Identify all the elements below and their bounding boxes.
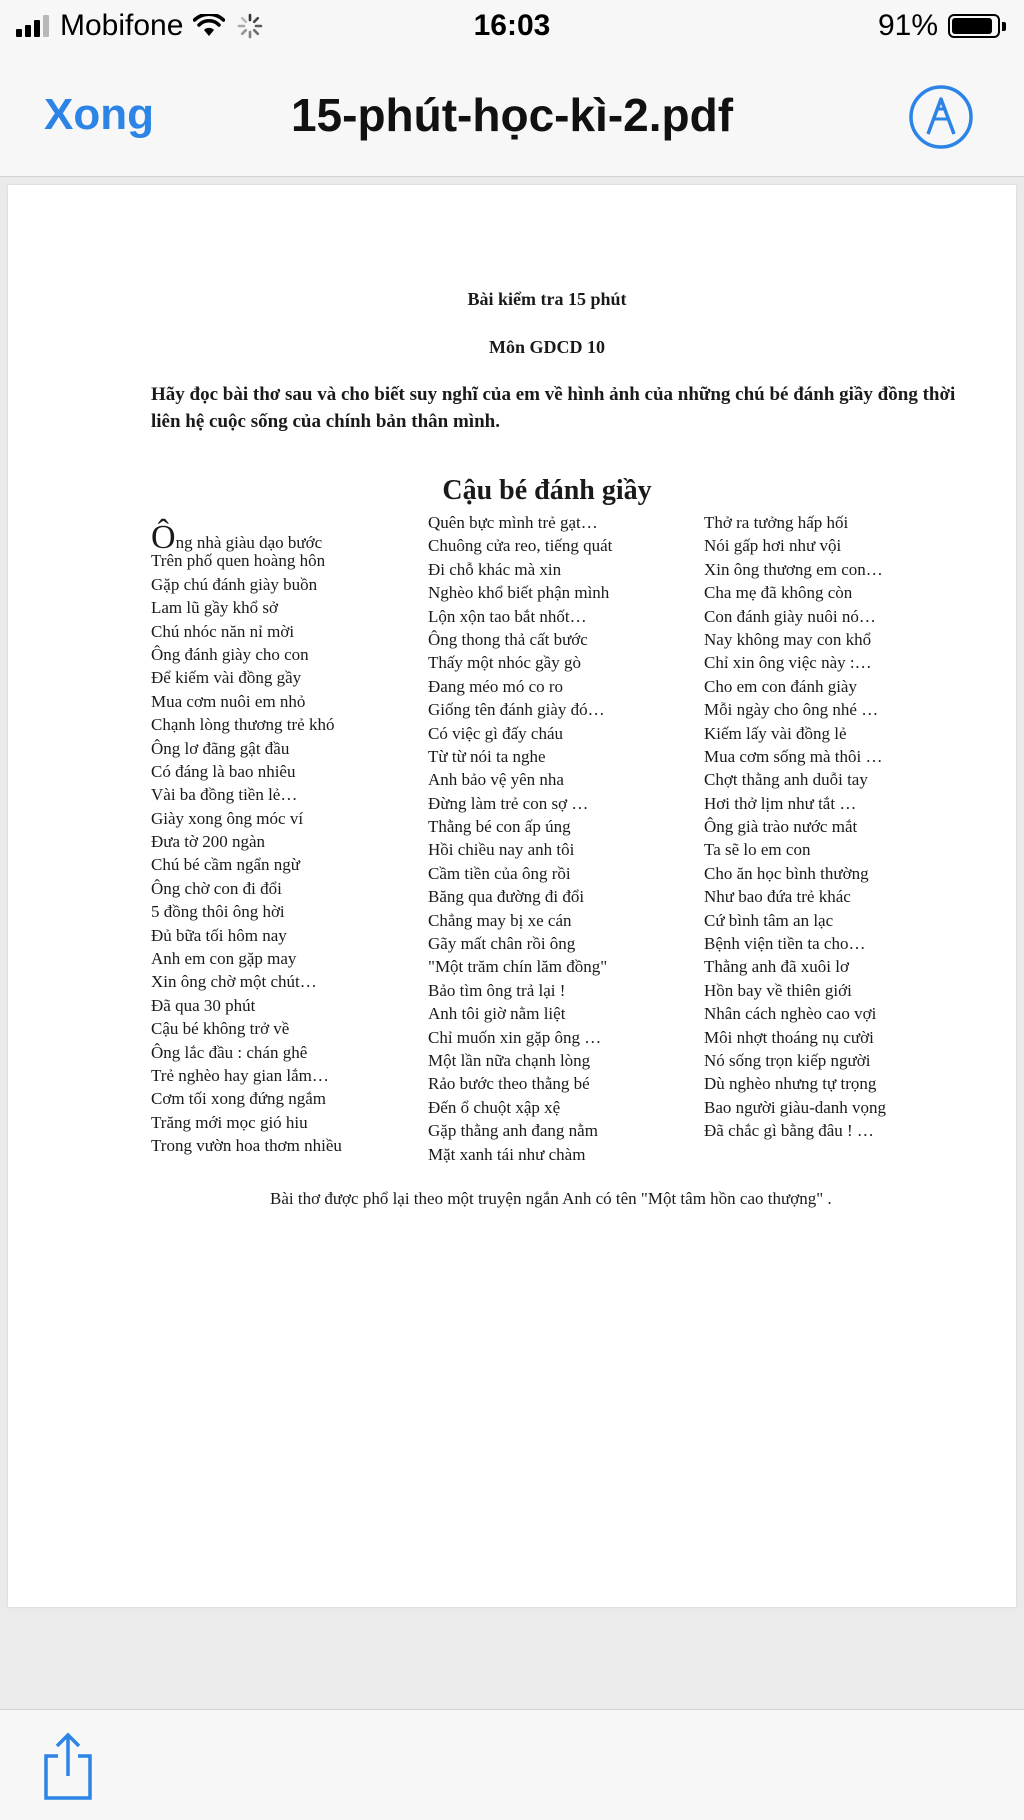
status-time: 16:03 [473,9,551,42]
poem-line: Chạnh lòng thương trẻ khó [151,715,335,735]
markup-pen-icon[interactable] [908,84,974,150]
poem-line-text: ng nhà giàu dạo bước [175,533,323,552]
poem-line: Kiếm lấy vài đồng lẻ [704,723,847,743]
poem-line: Con đánh giày nuôi nó… [704,606,876,626]
status-bar [0,0,1024,56]
poem-line: Băng qua đường đi đổi [428,887,585,907]
poem-line: Trên phố quen hoàng hôn [151,551,326,571]
poem-column-3 [704,511,886,1143]
poem-line: Trong vườn hoa thơm nhiều [151,1136,342,1156]
poem-line: Giày xong ông móc ví [151,808,304,828]
footnote: Bài thơ được phổ lại theo một truyện ngắn Anh có tên "Một tâm hồn cao thượng" . [270,1189,832,1208]
poem-line: Bệnh viện tiền ta cho… [704,934,866,954]
poem-line: Ông đánh giày cho con [151,644,309,664]
poem-line: Vài ba đồng tiền lẻ… [151,785,298,805]
document-scroll-area[interactable] [0,177,1024,1710]
poem-line: Anh em con gặp may [151,949,297,969]
poem-line: Quên bực mình trẻ gạt… [428,513,598,532]
poem-line: Anh bảo vệ yên nha [428,770,564,790]
poem-line: Đừng làm trẻ con sợ … [428,793,589,813]
poem-line: Cậu bé không trở về [151,1019,290,1039]
poem-line: Nay không may con khổ [704,629,872,649]
done-button[interactable]: Xong [44,90,154,139]
poem-line: Thằng bé con ấp úng [428,817,571,837]
carrier-name: Mobifone [60,9,184,42]
pdf-page [8,185,1016,1607]
poem-line: Cầm tiền của ông rồi [428,863,571,883]
document-title: 15-phút-học-kì-2.pdf [290,89,734,141]
poem-line: Trẻ nghèo hay gian lắm… [151,1065,329,1085]
poem-line: Cơm tối xong đứng ngắm [151,1089,326,1109]
poem-line: Bao người giàu-danh vọng [704,1097,887,1117]
poem-line: Đã chắc gì bằng đâu ! … [704,1121,874,1141]
poem-line: Mua cơm nuôi em nhỏ [151,691,306,711]
poem-line: Bảo tìm ông trả lại ! [428,980,566,1000]
poem-line: Như bao đứa trẻ khác [704,887,851,907]
poem-line: Để kiếm vài đồng gầy [151,668,302,688]
poem-line: Rảo bước theo thằng bé [428,1074,590,1094]
poem-line: Ông thong thả cất bước [428,629,588,649]
subject-heading: Môn GDCD 10 [489,337,605,357]
poem-line: Ông già trào nước mắt [704,817,858,837]
navigation-bar [0,56,1024,177]
poem-line: Nghèo khổ biết phận mình [428,583,610,603]
poem-column-1 [151,519,342,1156]
battery-tip [1002,22,1006,31]
poem-line: Một lần nữa chạnh lòng [428,1050,591,1070]
poem-line: Đã qua 30 phút [151,995,256,1015]
poem-line: Nhân cách nghèo cao vợi [704,1004,877,1024]
poem-line: Nói gấp hơi như vội [704,536,842,556]
poem-column-2 [428,511,612,1166]
battery-icon [948,14,1000,38]
poem-line: Xin ông thương em con… [704,559,883,579]
poem-line: Đủ bữa tối hôm nay [151,925,287,945]
poem-line: Chỉ muốn xin gặp ông … [428,1027,602,1047]
poem-line: Trăng mới mọc gió hiu [151,1112,308,1132]
poem-line: Ta sẽ lo em con [704,840,811,860]
poem-line: Thở ra tưởng hấp hối [704,513,849,532]
poem-line: Chú nhóc năn nỉ mời [151,621,295,641]
bottom-toolbar [0,1709,1024,1820]
poem-line: 5 đồng thôi ông hời [151,902,285,922]
poem-line [151,519,342,556]
poem-line: Gặp chú đánh giày buồn [151,574,318,594]
poem-line: Mỗi ngày cho ông nhé … [704,700,879,720]
poem-line: Mặt xanh tái như chàm [428,1144,586,1164]
poem-line: Nó sống trọn kiếp người [704,1050,871,1070]
drop-cap: Ô [151,519,176,556]
poem-line: Chỉ xin ông việc này :… [704,653,872,673]
poem-line: Đang méo mó co ro [428,676,564,696]
poem-line: Đưa tờ 200 ngàn [151,832,266,852]
poem-line: Giống tên đánh giày đó… [428,700,605,720]
poem-line: Có đáng là bao nhiêu [151,761,296,781]
poem-line: Đi chỗ khác mà xin [428,559,562,579]
poem-line: Xin ông chờ một chút… [151,972,317,992]
poem-line: Thằng anh đã xuôi lơ [704,957,849,977]
poem-line: Hồi chiều nay anh tôi [428,840,575,860]
poem-line: Chợt thằng anh duỗi tay [704,770,868,790]
poem-line: Mua cơm sống mà thôi … [704,746,883,766]
poem-line: Ông lơ đãng gật đầu [151,738,290,758]
poem-line: Chẳng may bị xe cán [428,910,572,930]
poem-line: Chuông cửa reo, tiếng quát [428,536,613,556]
poem-line: Cứ bình tâm an lạc [704,910,834,930]
poem-title: Cậu bé đánh giầy [442,475,652,506]
poem-line: Môi nhợt thoáng nụ cười [704,1027,874,1047]
poem-line: Chú bé cầm ngẩn ngừ [151,855,300,875]
poem-line: Lam lũ gầy khổ sở [151,598,279,618]
test-heading: Bài kiểm tra 15 phút [467,289,627,309]
instruction-text: Hãy đọc bài thơ sau và cho biết suy nghĩ của em về hình ảnh của những chú bé đánh giầy đồng thời liên hệ cuộc sống của chính bản thân mình. [151,384,956,432]
poem-line: Cho em con đánh giày [704,676,857,696]
poem-line: Cho ăn học bình thường [704,863,869,883]
poem-line: Hơi thở lịm như tắt … [704,793,857,813]
poem-line: Gãy mất chân rồi ông [428,934,576,954]
battery-fill [952,18,992,34]
poem-line: Anh tôi giờ nằm liệt [428,1004,566,1024]
poem-line: Cha mẹ đã không còn [704,583,853,603]
poem-line: Ông lắc đầu : chán ghê [151,1042,308,1062]
battery-percentage: 91% [877,9,938,42]
status-right [878,9,1006,43]
poem-line: "Một trăm chín lăm đồng" [428,957,608,977]
share-icon[interactable] [40,1730,96,1802]
poem-line: Hồn bay về thiên giới [704,980,852,1000]
poem-line: Lộn xộn tao bắt nhốt… [428,606,587,626]
poem-line: Dù nghèo nhưng tự trọng [704,1074,877,1094]
poem-line: Đến ổ chuột xập xệ [428,1097,561,1117]
poem-line: Gặp thằng anh đang nằm [428,1121,598,1141]
poem-line: Thấy một nhóc gầy gò [428,653,581,673]
poem-line: Từ từ nói ta nghe [428,746,546,766]
poem-line: Có việc gì đấy cháu [428,723,564,743]
poem-line: Ông chờ con đi đổi [151,878,282,898]
